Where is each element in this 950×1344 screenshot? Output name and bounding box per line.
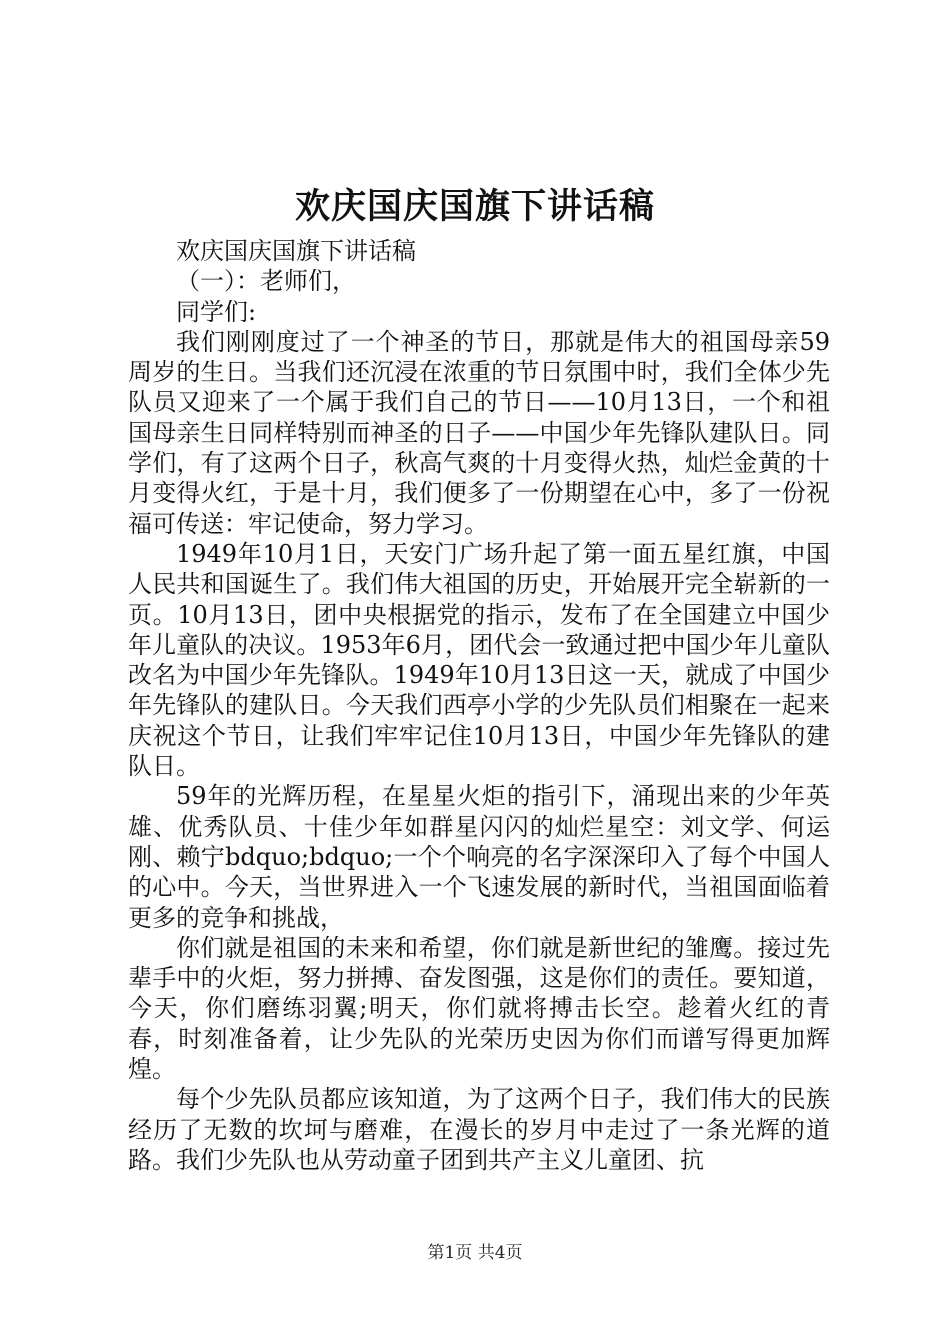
paragraph: 59年的光辉历程，在星星火炬的指引下，涌现出来的少年英雄、优秀队员、十佳少年如群星闪闪的灿烂星空：刘文学、何运刚、赖宁bdquo;bdquo;一个个响亮的名字深深印入了每个中国人的心中。今天，当世界进入一个飞速发展的新时代，当祖国面临着更多的竞争和挑战， [128, 782, 830, 932]
document-title: 欢庆国庆国旗下讲话稿 [294, 187, 655, 227]
paragraph-salutation-students: 同学们: [176, 297, 257, 326]
paragraph: 每个少先队员都应该知道，为了这两个日子，我们伟大的民族经历了无数的坎坷与磨难，在漫长的岁月中走过了一条光辉的道路。我们少先队也从劳动童子团到共产主义儿童团、抗 [128, 1085, 830, 1174]
paragraph: 你们就是祖国的未来和希望，你们就是新世纪的雏鹰。接过先辈手中的火炬，努力拼搏、奋发图强，这是你们的责任。要知道，今天，你们磨练羽翼;明天，你们就将搏击长空。趁着火红的青春，时刻准备着，让少先队的光荣历史因为你们而谱写得更加辉煌。 [128, 933, 830, 1084]
paragraph-salutation-teachers: （一）：老师们， [176, 267, 356, 296]
paragraph: 1949年10月1日，天安门广场升起了第一面五星红旗，中国人民共和国诞生了。我们伟大祖国的历史，开始展开完全崭新的一页。10月13日，团中央根据党的指示，发布了在全国建立中国少年儿童队的决议。1953年6月，团代会一致通过把中国少年儿童队改名为中国少年先锋队。1949年10月13日这一天，就成了中国少年先锋队的建队日。今天我们西亭小学的少先队员们相聚在一起来庆祝这个节日，让我们牢牢记住10月13日，中国少年先锋队的建队日。 [128, 539, 830, 781]
page-number-footer: 第1页 共4页 [427, 1243, 523, 1263]
document-body [128, 236, 830, 1175]
paragraph-heading: 欢庆国庆国旗下讲话稿 [176, 237, 416, 265]
paragraph: 我们刚刚度过了一个神圣的节日，那就是伟大的祖国母亲59周岁的生日。当我们还沉浸在浓重的节日氛围中时，我们全体少先队员又迎来了一个属于我们自己的节日——10月13日，一个和祖国母亲生日同样特别而神圣的日子——中国少年先锋队建队日。同学们，有了这两个日子，秋高气爽的十月变得火热，灿烂金黄的十月变得火红，于是十月，我们便多了一份期望在心中，多了一份祝福可传送：牢记使命，努力学习。 [128, 327, 830, 538]
